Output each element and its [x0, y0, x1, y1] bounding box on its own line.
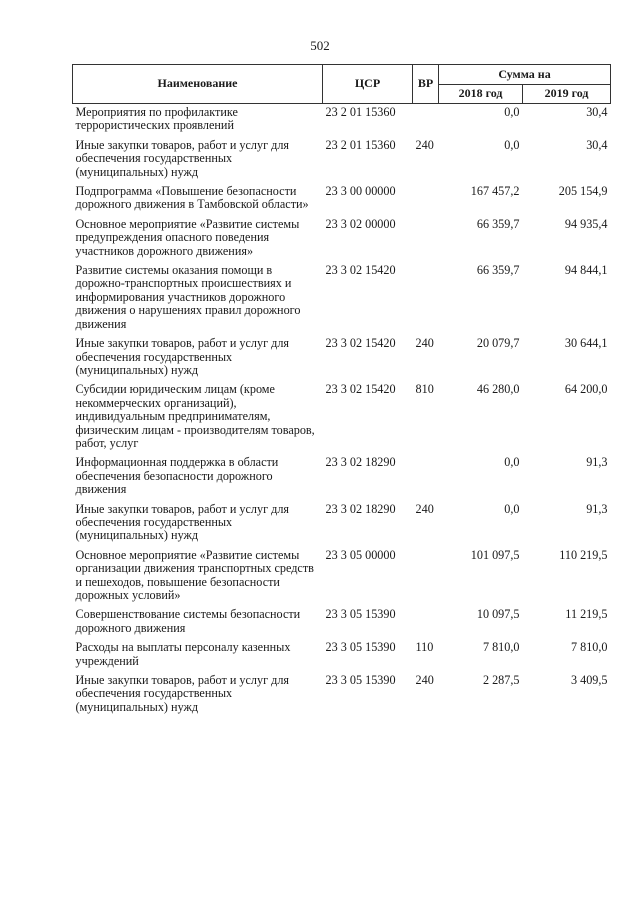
table-row	[73, 547, 611, 607]
row-vr: 240	[415, 501, 434, 516]
row-csr: 23 3 05 15390	[325, 640, 396, 655]
row-sum-2019: 91,3	[586, 501, 608, 516]
table-body	[73, 104, 611, 719]
row-vr: 240	[415, 336, 434, 351]
row-csr: 23 3 05 00000	[325, 547, 396, 562]
row-sum-2018: 0,0	[504, 501, 520, 516]
row-vr	[413, 262, 439, 335]
table-row	[73, 183, 611, 216]
row-name: Совершенствование системы безопасности дорожного движения	[75, 607, 301, 635]
row-csr: 23 3 02 18290	[325, 455, 396, 470]
row-vr	[413, 216, 439, 262]
row-sum-2019: 94 935,4	[564, 216, 608, 231]
row-sum-2019: 7 810,0	[570, 640, 608, 655]
row-sum-2018: 0,0	[504, 137, 520, 152]
row-csr: 23 3 02 18290	[325, 501, 396, 516]
row-csr: 23 2 01 15360	[325, 105, 396, 119]
header-name: Наименование	[73, 65, 323, 104]
row-csr: 23 3 05 15390	[325, 607, 396, 622]
row-sum-2018: 0,0	[504, 455, 520, 470]
table-row	[73, 639, 611, 672]
row-sum-2019: 30,4	[586, 105, 608, 119]
row-sum-2018: 101 097,5	[470, 547, 520, 562]
row-name: Расходы на выплаты персоналу казенных учреждений	[75, 640, 291, 668]
table-row	[73, 137, 611, 183]
row-sum-2019: 64 200,0	[564, 382, 608, 397]
row-csr: 23 3 02 00000	[325, 216, 396, 231]
header-year-2018: 2018 год	[439, 84, 523, 104]
row-sum-2019: 30 644,1	[564, 336, 608, 351]
row-name: Мероприятия по профилактике террористических проявлений	[75, 105, 238, 133]
row-sum-2019: 110 219,5	[559, 547, 608, 562]
header-vr: ВР	[413, 65, 439, 104]
row-name: Иные закупки товаров, работ и услуг для обеспечения государственных (муниципальных) нужд	[75, 336, 290, 377]
row-name: Субсидии юридическим лицам (кроме некоммерческих организаций), индивидуальным предпринимателям, физическим лицам - производителям товаров, работ, услуг	[75, 382, 315, 450]
row-name: Развитие системы оказания помощи в дорожно-транспортных происшествиях и информирования участников дорожного движения о нарушениях правил дорожного движения	[75, 263, 301, 331]
row-sum-2018: 66 359,7	[476, 216, 520, 231]
table-row	[73, 454, 611, 500]
row-csr: 23 3 05 15390	[325, 673, 396, 688]
row-name: Основное мероприятие «Развитие системы предупреждения опасного поведения участников дорожного движения»	[75, 216, 300, 258]
row-csr: 23 2 01 15360	[325, 137, 396, 152]
row-sum-2018: 2 287,5	[482, 673, 520, 688]
row-csr: 23 3 02 15420	[325, 263, 396, 278]
row-vr	[413, 547, 439, 607]
table-row	[73, 606, 611, 639]
header-sum: Сумма на	[439, 65, 611, 85]
page-number: 502	[310, 38, 330, 53]
table-row	[73, 104, 611, 137]
row-vr: 810	[415, 382, 434, 397]
table-row	[73, 501, 611, 547]
table-row	[73, 672, 611, 718]
row-csr: 23 3 02 15420	[325, 336, 396, 351]
header-csr: ЦСР	[323, 65, 413, 104]
row-sum-2018: 66 359,7	[476, 263, 520, 278]
row-csr: 23 3 00 00000	[325, 184, 396, 199]
row-name: Иные закупки товаров, работ и услуг для обеспечения государственных (муниципальных) нужд	[75, 673, 290, 714]
row-sum-2018: 7 810,0	[482, 640, 520, 655]
row-sum-2018: 10 097,5	[476, 607, 520, 622]
row-name: Иные закупки товаров, работ и услуг для обеспечения государственных (муниципальных) нужд	[75, 137, 290, 179]
row-sum-2019: 94 844,1	[564, 263, 608, 278]
table-row	[73, 216, 611, 262]
row-vr: 240	[415, 673, 434, 688]
table-header	[73, 65, 611, 104]
row-sum-2018: 20 079,7	[476, 336, 520, 351]
row-vr	[413, 183, 439, 216]
row-sum-2019: 3 409,5	[570, 673, 608, 688]
row-name: Основное мероприятие «Развитие системы организации движения транспортных средств и пешеходов, повышение безопасности дорожных условий»	[75, 547, 314, 602]
row-sum-2019: 30,4	[586, 137, 608, 152]
row-vr	[413, 454, 439, 500]
row-vr: 240	[415, 137, 434, 152]
table-row	[73, 262, 611, 335]
budget-table	[72, 64, 611, 718]
row-csr: 23 3 02 15420	[325, 382, 396, 397]
row-vr	[413, 104, 439, 137]
row-sum-2019: 11 219,5	[565, 607, 608, 622]
row-vr	[413, 606, 439, 639]
row-name: Подпрограмма «Повышение безопасности дорожного движения в Тамбовской области»	[75, 184, 309, 212]
row-sum-2019: 91,3	[586, 455, 608, 470]
row-sum-2019: 205 154,9	[558, 184, 608, 199]
table-row	[73, 335, 611, 381]
row-sum-2018: 0,0	[504, 105, 520, 119]
row-sum-2018: 167 457,2	[470, 184, 520, 199]
table-row	[73, 381, 611, 454]
header-year-2019: 2019 год	[523, 84, 611, 104]
row-vr: 110	[415, 640, 434, 655]
row-name: Иные закупки товаров, работ и услуг для обеспечения государственных (муниципальных) нужд	[75, 501, 290, 543]
row-sum-2018: 46 280,0	[476, 382, 520, 397]
row-name: Информационная поддержка в области обеспечения безопасности дорожного движения	[75, 455, 279, 497]
